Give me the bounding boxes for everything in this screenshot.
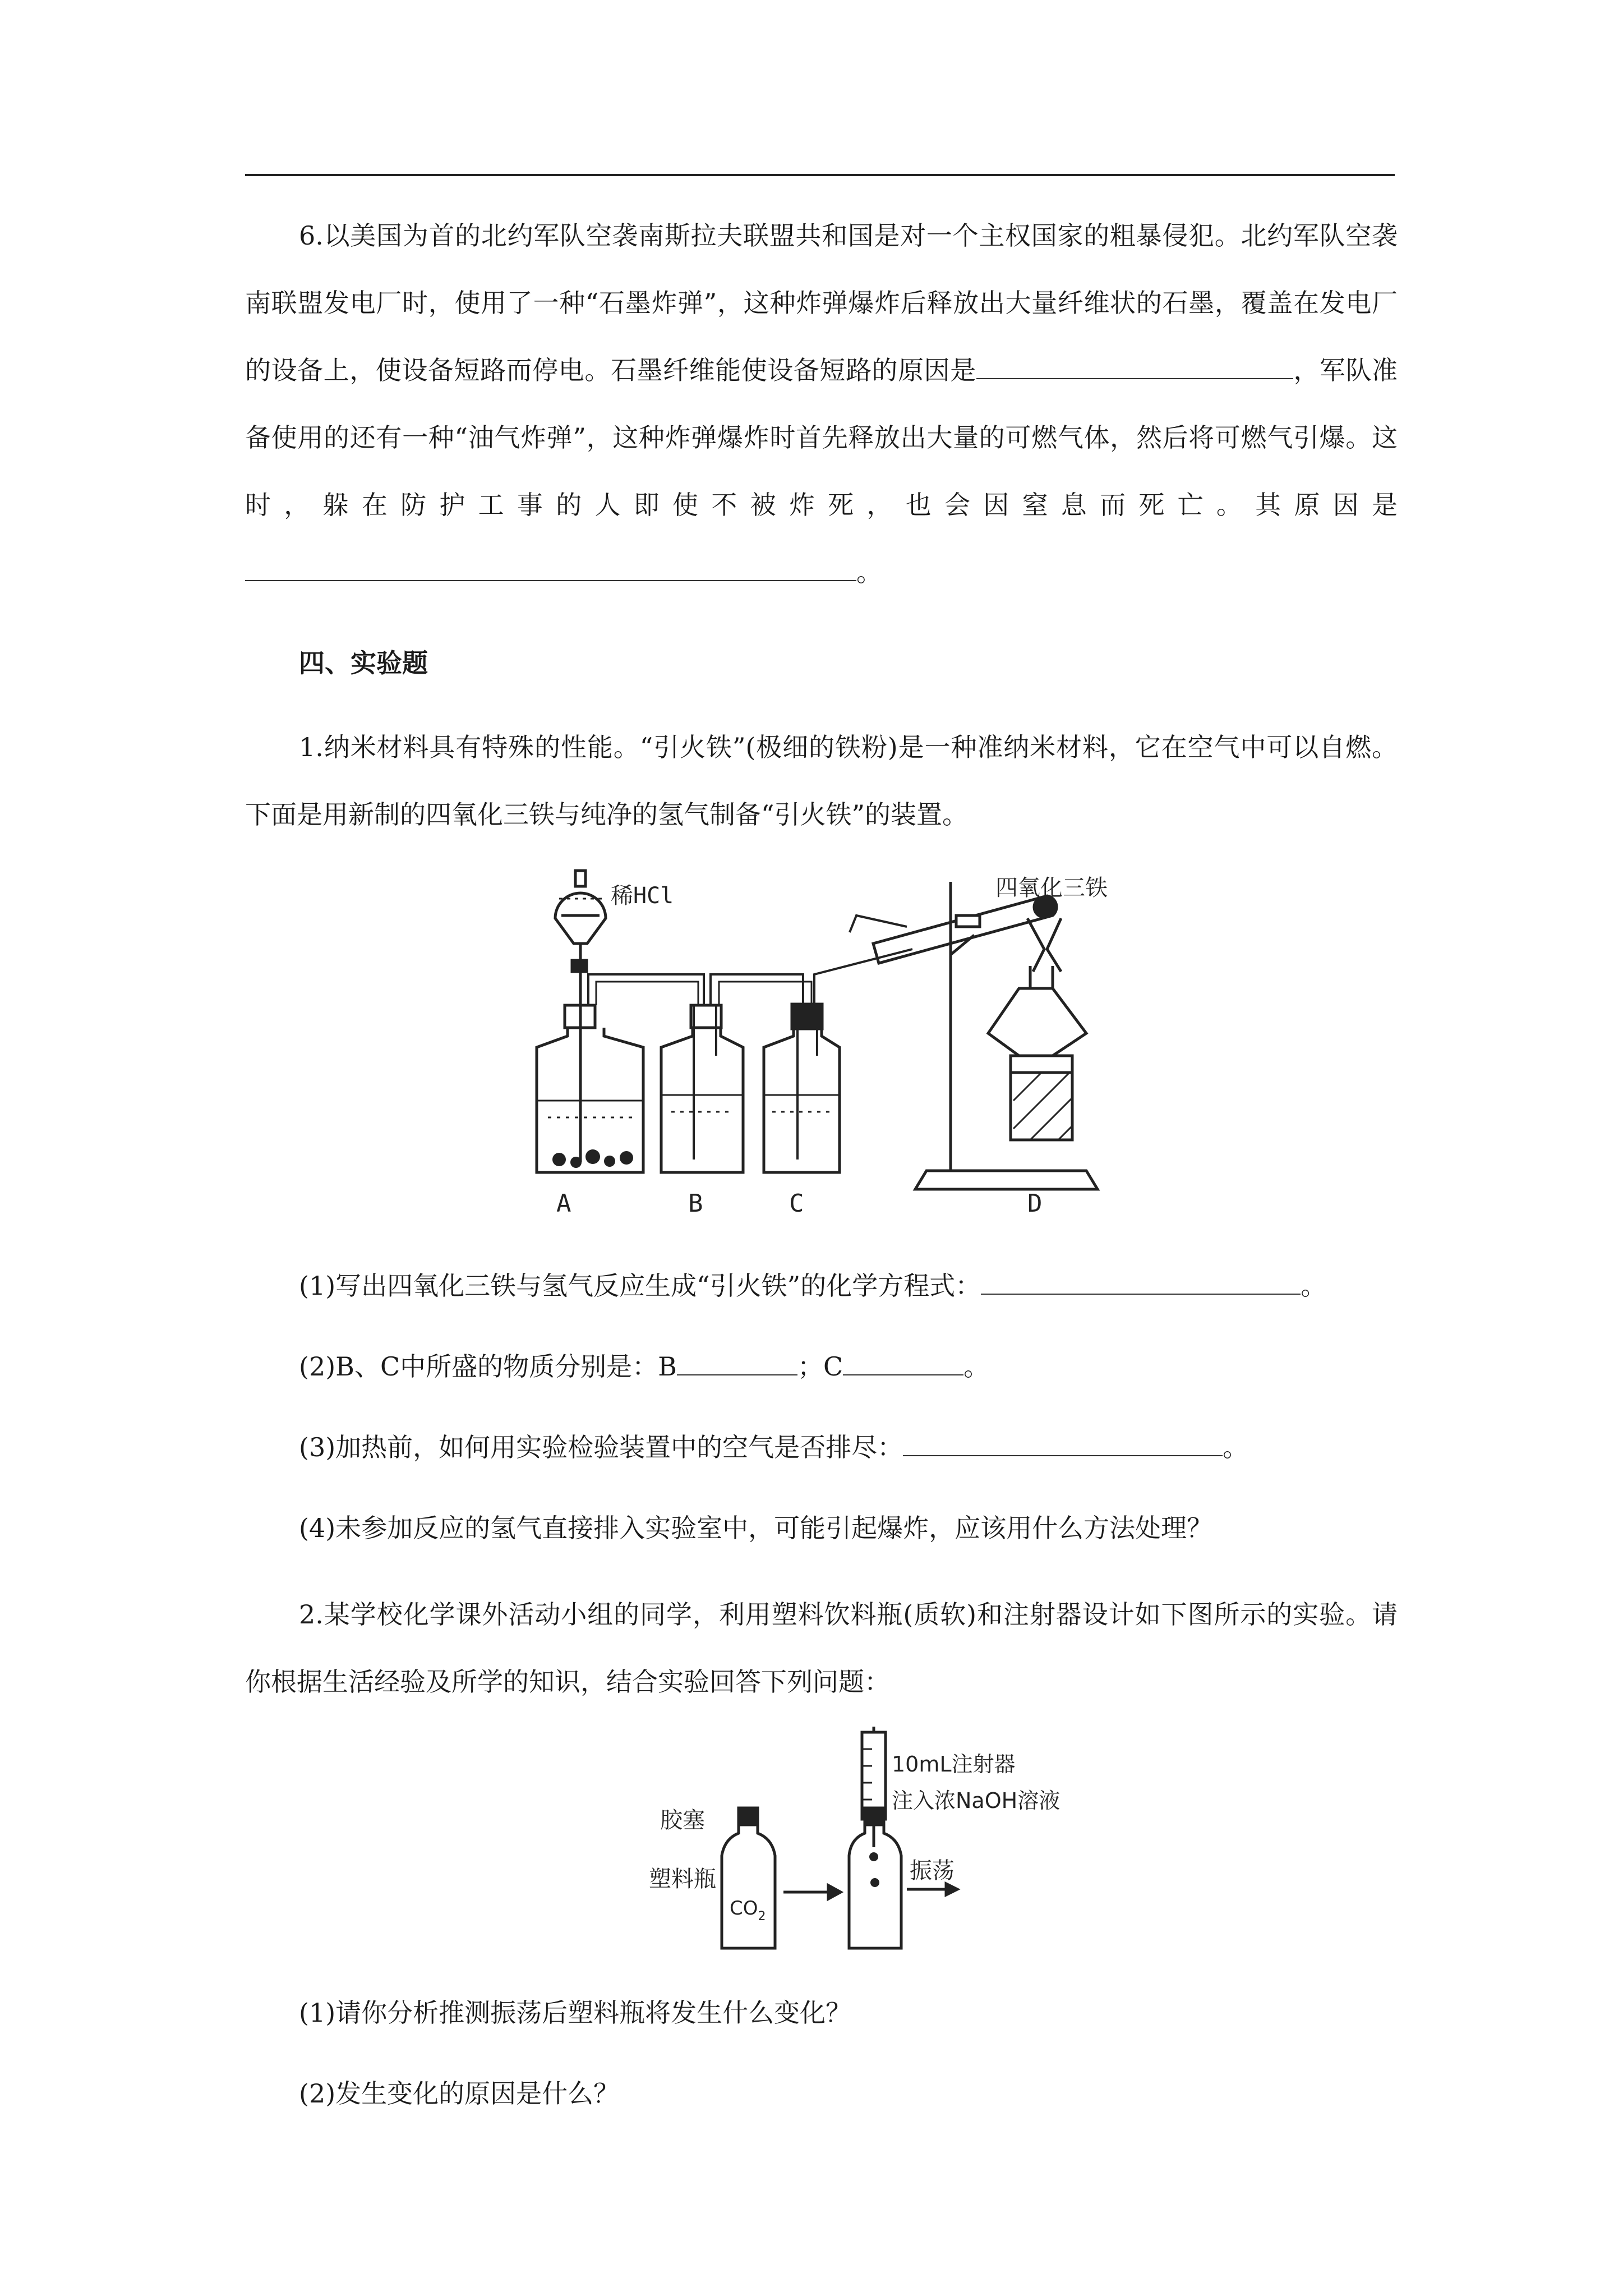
- answer-blank-b[interactable]: [677, 1352, 797, 1375]
- question-text: (2)B、C中所盛的物质分别是：B: [299, 1351, 677, 1382]
- question-text: (1)写出四氧化三铁与氢气反应生成“引火铁”的化学方程式：: [299, 1271, 981, 1301]
- question-end: 。: [963, 1351, 990, 1382]
- answer-blank[interactable]: [903, 1433, 1223, 1456]
- experiment-2-question-2: (2)发生变化的原因是什么？: [299, 2078, 620, 2109]
- syringe: [862, 1732, 886, 1819]
- apparatus-diagram: [245, 865, 1398, 1241]
- alcohol-lamp: [988, 988, 1086, 1056]
- question-6-text-1: 6.以美国为首的北约军队空袭南斯拉夫联盟共和国是对一个主权国家的粗暴侵犯。北约军队空袭南联盟发电厂时，使用了一种“石墨炸弹”，这种炸弹爆炸后释放出大量纤维状的石墨，覆盖在发电厂的设备上，使设备短路而停电。石墨纤维能使设备短路的原因是: [245, 220, 1398, 385]
- label-syringe: 10mL注射器: [892, 1752, 1016, 1777]
- experiment-1-intro: 1.纳米材料具有特殊的性能。“引火铁”(极细的铁粉)是一种准纳米材料，它在空气中可以自燃。下面是用新制的四氧化三铁与纯净的氢气制备“引火铁”的装置。: [245, 732, 1398, 830]
- answer-blank[interactable]: [981, 1271, 1301, 1295]
- ring-stand-base: [915, 1171, 1098, 1189]
- label-b: B: [688, 1189, 703, 1218]
- label-iron-oxide: 四氧化三铁: [995, 875, 1108, 901]
- experiment-2-intro: 2.某学校化学课外活动小组的同学，利用塑料饮料瓶(质软)和注射器设计如下图所示的实验。请你根据生活经验及所学的知识，结合实验回答下列问题：: [245, 1599, 1398, 1697]
- question-text: ；C: [797, 1351, 843, 1382]
- question-6: [245, 202, 1398, 606]
- label-a: A: [556, 1189, 571, 1218]
- separatory-funnel: [555, 893, 606, 944]
- question-text: (3)加热前，如何用实验检验装置中的空气是否排尽：: [299, 1432, 903, 1462]
- experiment-1-question-4: (4)未参加反应的氢气直接排入实验室中，可能引起爆炸，应该用什么方法处理？: [299, 1513, 1213, 1543]
- label-stopper: 胶塞: [660, 1807, 705, 1833]
- label-plastic-bottle: 塑料瓶: [649, 1866, 716, 1892]
- apparatus-figure: [245, 865, 1398, 1241]
- lamp-block: [1011, 1056, 1072, 1140]
- question-6-text-2: ，军队准备使用的还有一种“油气炸弹”，这种炸弹爆炸时首先释放出大量的可燃气体，然后将可燃气引爆。这时，躲在防护工事的人即使不被炸死，也会因窒息而死亡。其原因是: [245, 355, 1398, 520]
- label-dilute-hcl: 稀HCl: [611, 883, 674, 909]
- experiment-1-question-1: [245, 1258, 1398, 1314]
- answer-blank[interactable]: [976, 356, 1293, 379]
- experiment-1-question-2: [245, 1338, 1398, 1395]
- section-heading: 四、实验题: [299, 648, 428, 678]
- left-plastic-bottle: [722, 1825, 775, 1948]
- bottle-figure: [245, 1727, 1398, 1968]
- question-end: 。: [1301, 1271, 1327, 1301]
- label-d: D: [1027, 1189, 1043, 1218]
- bottle-b: [661, 1028, 743, 1172]
- experiment-1-question-3: [245, 1419, 1398, 1475]
- left-bottle-stopper: [739, 1808, 758, 1825]
- label-c: C: [789, 1189, 804, 1218]
- bottle-diagram: [245, 1727, 1398, 1968]
- answer-blank[interactable]: [245, 558, 856, 581]
- bottle-c: [764, 1029, 840, 1172]
- label-shake: 振荡: [910, 1858, 955, 1884]
- document-body: [245, 202, 1398, 2146]
- label-co2: $CO_2$: [730, 1897, 766, 1924]
- header-rule: [245, 174, 1395, 176]
- question-6-text-3: 。: [856, 557, 882, 587]
- experiment-2-question-1: (1)请你分析推测振荡后塑料瓶将发生什么变化？: [299, 1998, 852, 2028]
- label-inject-naoh: 注入浓NaOH溶液: [892, 1788, 1061, 1813]
- answer-blank-c[interactable]: [843, 1352, 963, 1375]
- question-end: 。: [1223, 1432, 1249, 1462]
